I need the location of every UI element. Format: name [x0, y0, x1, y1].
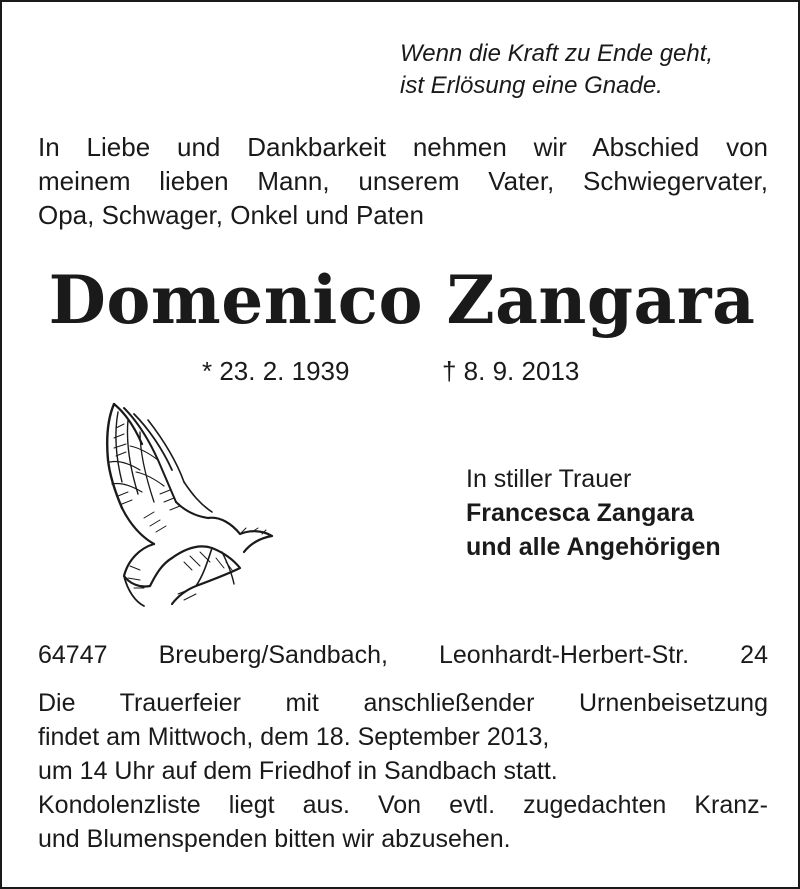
mourner-name: Francesca Zangara	[466, 499, 694, 527]
mourners-block	[466, 462, 721, 564]
intro-line: Opa, Schwager, Onkel und Paten	[38, 200, 424, 230]
motto	[400, 38, 713, 102]
intro-text	[38, 130, 768, 232]
birth-date: * 23. 2. 1939	[202, 356, 350, 386]
details-line: findet am Mittwoch, dem 18. September 2013,	[38, 723, 550, 751]
ceremony-details	[38, 686, 768, 856]
motto-line: ist Erlösung eine Gnade.	[400, 72, 663, 99]
intro-line: In Liebe und Dankbarkeit nehmen wir Abschied von	[38, 132, 768, 162]
details-line: und Blumenspenden bitten wir abzusehen.	[38, 825, 511, 853]
details-line: Kondolenzliste liegt aus. Von evtl. zugedachten Kranz-	[38, 791, 768, 819]
mourning-phrase: In stiller Trauer	[466, 465, 632, 493]
death-date: † 8. 9. 2013	[442, 356, 580, 386]
motto-line: Wenn die Kraft zu Ende geht,	[400, 40, 714, 67]
details-line: um 14 Uhr auf dem Friedhof in Sandbach statt.	[38, 757, 558, 785]
praying-hands-icon	[100, 398, 280, 608]
intro-line: meinem lieben Mann, unserem Vater, Schwiegervater,	[38, 166, 768, 196]
mourner-family: und alle Angehörigen	[466, 533, 721, 561]
address: 64747 Breuberg/Sandbach, Leonhardt-Herbert-Str. 24	[38, 641, 768, 669]
details-line: Die Trauerfeier mit anschließender Urnenbeisetzung	[38, 689, 768, 717]
deceased-name: Domenico Zangara	[48, 261, 756, 339]
